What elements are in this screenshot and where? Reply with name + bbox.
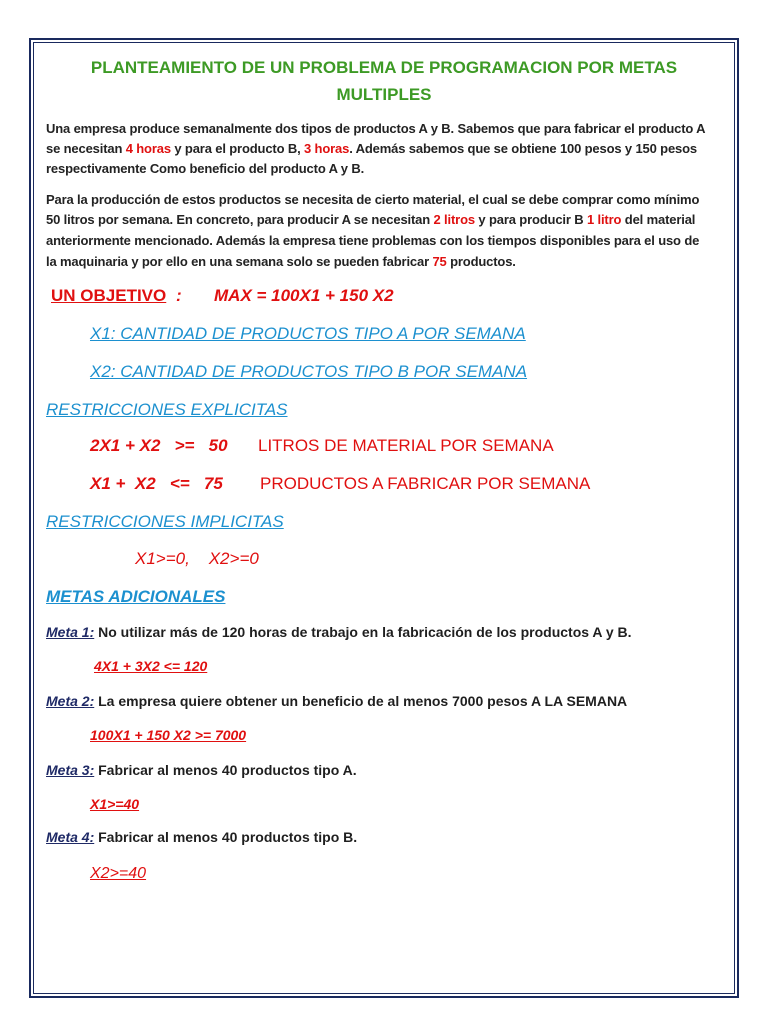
paragraph2-line4 bbox=[46, 254, 728, 269]
highlight-hours-b: 3 horas bbox=[304, 141, 350, 156]
text-segment: productos. bbox=[446, 254, 516, 269]
goal-1-text: No utilizar más de 120 horas de trabajo en la fabricación de los productos A y B. bbox=[98, 624, 632, 640]
goal-1-formula: 4X1 + 3X2 <= 120 bbox=[94, 658, 208, 674]
goal-4 bbox=[46, 829, 357, 845]
variable-x1: X1: CANTIDAD DE PRODUCTOS TIPO A POR SEMANA bbox=[90, 324, 526, 343]
paragraph2-line3: anteriormente mencionado. Además la empresa tiene problemas con los tiempos disponibles para el uso de bbox=[46, 233, 700, 248]
goal-4-text: Fabricar al menos 40 productos tipo B. bbox=[98, 829, 358, 845]
text-segment: 50 litros por semana. En concreto, para producir A se necesitan bbox=[46, 212, 434, 227]
paragraph1-line1: Una empresa produce semanalmente dos tipos de productos A y B. Sabemos que para fabricar el producto A bbox=[46, 121, 706, 136]
objective-colon: : bbox=[176, 286, 182, 305]
objective-formula: MAX = 100X1 + 150 X2 bbox=[214, 286, 394, 305]
page-title-line2: MULTIPLES bbox=[336, 85, 432, 104]
goal-1-label: Meta 1: bbox=[46, 624, 95, 640]
variable-x2: X2: CANTIDAD DE PRODUCTOS TIPO B POR SEMANA bbox=[90, 362, 528, 381]
goals-heading: METAS ADICIONALES bbox=[46, 587, 226, 606]
goal-4-formula: X2>=40 bbox=[90, 865, 147, 882]
goal-2 bbox=[46, 693, 627, 709]
page-title-line1: PLANTEAMIENTO DE UN PROBLEMA DE PROGRAMACION POR METAS bbox=[90, 58, 678, 77]
goal-3 bbox=[46, 762, 357, 778]
goal-1 bbox=[46, 624, 632, 640]
paragraph2-line1: Para la producción de estos productos se necesita de cierto material, el cual se debe comprar como mínimo bbox=[46, 192, 700, 207]
text-segment: la maquinaria y por ello en una semana solo se pueden fabricar bbox=[46, 254, 433, 269]
objective-label: UN OBJETIVO bbox=[51, 286, 167, 305]
text-segment: del material bbox=[621, 212, 696, 227]
text-segment: y para el producto B, bbox=[170, 141, 304, 156]
highlight-liters-a: 2 litros bbox=[433, 212, 475, 227]
text-segment: y para producir B bbox=[474, 212, 587, 227]
highlight-liters-b: 1 litro bbox=[586, 212, 622, 227]
explicit-constraints-heading: RESTRICCIONES EXPLICITAS bbox=[46, 400, 288, 419]
text-segment: . Además sabemos que se obtiene 100 pesos y 150 pesos bbox=[349, 141, 697, 156]
goal-2-label: Meta 2: bbox=[46, 693, 95, 709]
paragraph1-line2 bbox=[46, 141, 728, 156]
goal-3-text: Fabricar al menos 40 productos tipo A. bbox=[98, 762, 357, 778]
implicit-constraints-heading: RESTRICCIONES IMPLICITAS bbox=[46, 512, 284, 531]
constraint-2-formula: X1 + X2 <= 75 bbox=[90, 474, 223, 493]
implicit-constraints-text: X1>=0, X2>=0 bbox=[135, 549, 259, 568]
goal-2-text: La empresa quiere obtener un beneficio de al menos 7000 pesos A LA SEMANA bbox=[98, 693, 628, 709]
goal-3-label: Meta 3: bbox=[46, 762, 95, 778]
constraint-1-formula: 2X1 + X2 >= 50 bbox=[90, 436, 228, 455]
constraint-2-description: PRODUCTOS A FABRICAR POR SEMANA bbox=[260, 474, 591, 493]
paragraph1-line3: respectivamente Como beneficio del producto A y B. bbox=[46, 161, 365, 176]
text-segment: se necesitan bbox=[46, 141, 126, 156]
highlight-hours-a: 4 horas bbox=[125, 141, 171, 156]
constraint-1-description: LITROS DE MATERIAL POR SEMANA bbox=[258, 436, 554, 455]
goal-2-formula: 100X1 + 150 X2 >= 7000 bbox=[90, 727, 247, 743]
paragraph2-line2 bbox=[46, 212, 728, 227]
goal-4-label: Meta 4: bbox=[46, 829, 95, 845]
goal-3-formula: X1>=40 bbox=[90, 796, 140, 812]
highlight-products: 75 bbox=[432, 254, 447, 269]
